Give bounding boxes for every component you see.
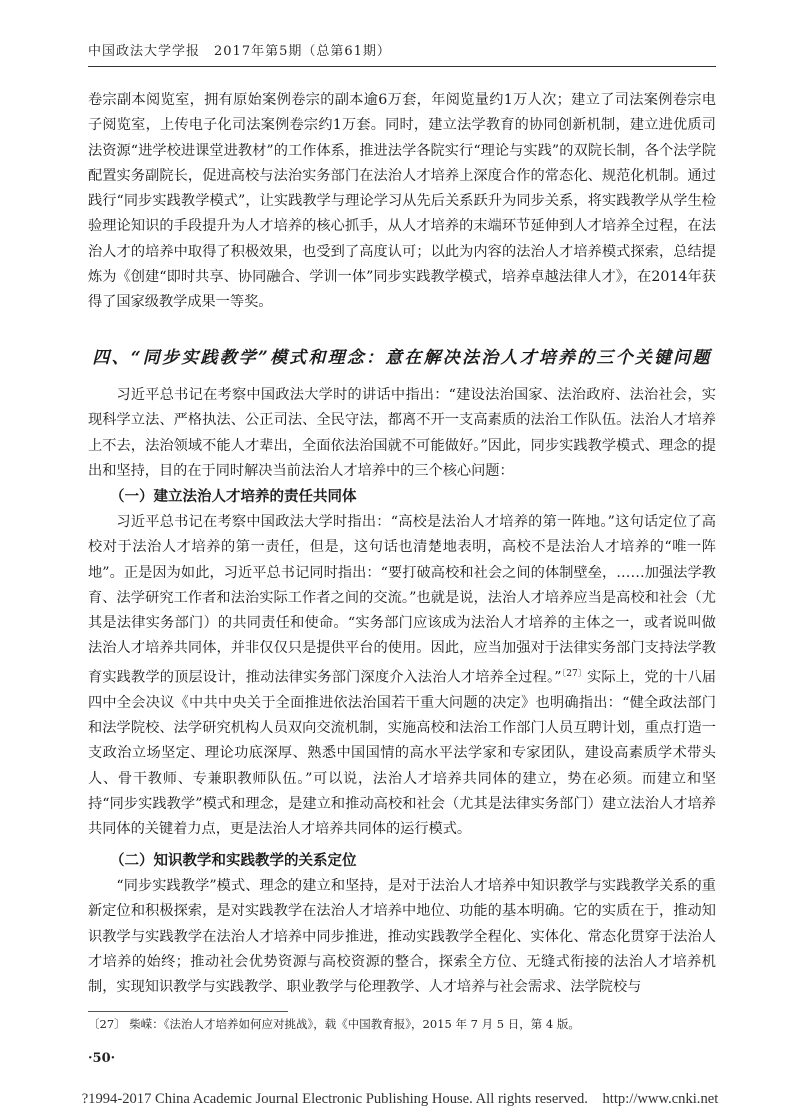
body-paragraph-4: “同步实践教学”模式、理念的建立和坚持，是对于法治人才培养中知识教学与实践教学关系的重新定位和积极探索，是对实践教学在法治人才培养中地位、功能的基本明确。它的实质在于，推动知识教学与实践教学在法治人才培养中同步推进，推动实践教学全程化、实体化、常态化贯穿于法治人才培养的始终；推动社会优势资源与高校资源的整合，探索全方位、无缝式衔接的法治人才培养机制，实现知识教学与实践教学、职业教学与伦理教学、人才培养与社会需求、法学院校与 xyxy=(88,878,716,996)
footnote-divider xyxy=(88,1011,288,1012)
footnote: 〔27〕 柴嵘：《法治人才培养如何应对挑战》，载《中国教育报》，2015 年 7 月 5 日，第 4 版。 xyxy=(88,1017,580,1031)
paragraph-3-text-b: 实际上，党的十八届四中全会决议《中共中央关于全面推进依法治国若干重大问题的决定》也明确指出：“健全政法部门和法学院校、法学研究机构人员双向交流机制，实施高校和法治工作部门人员互聘计划，重点打造一支政治立场坚定、理论功底深厚、熟悉中国国情的高水平法学家和专家团队，建设高素质学术带头人、骨干教师、专兼职教师队伍。”可以说，法治人才培养共同体的建立，势在必须。而建立和坚持“同步实践教学”模式和理念，是建立和推动高校和社会（尤其是法律实务部门）建立法治人才培养共同体的关键着力点，更是法治人才培养共同体的运行模式。 xyxy=(88,669,716,838)
header-divider xyxy=(88,66,716,67)
body-paragraph-3 xyxy=(88,510,716,843)
section-heading: 四、“同步实践教学”模式和理念：意在解决法治人才培养的三个关键问题 xyxy=(92,348,712,368)
body-paragraph-1: 卷宗副本阅览室，拥有原始案例卷宗的副本逾6万套，年阅览量约1万人次；建立了司法案例卷宗电子阅览室，上传电子化司法案例卷宗约1万套。同时，建立法学教育的协同创新机制，建立进优质司法资源“进学校进课堂进教材”的工作体系，推进法学各院实行“理论与实践”的双院长制，各个法学院配置实务副院长，促进高校与法治实务部门在法治人才培养上深度合作的常态化、规范化机制。通过践行“同步实践教学模式”，让实践教学与理论学习从先后关系跃升为同步关系，将实践教学从学生检验理论知识的手段提升为人才培养的核心抓手，从人才培养的末端环节延伸到人才培养全过程，在法治人才的培养中取得了积极效果，也受到了高度认可；以此为内容的法治人才培养模式探索，总结提炼为《创建“即时共享、协同融合、学训一体”同步实践教学模式，培养卓越法律人才》，在2014年获得了国家级教学成果一等奖。 xyxy=(88,92,716,311)
running-header: 中国政法大学学报 2017年第5期（总第61期） xyxy=(88,44,391,59)
copyright-line: ?1994-2017 China Academic Journal Electronic Publishing House. All rights reserved. http://www.cnki.net xyxy=(81,1091,719,1107)
subsection-heading-1: （一）建立法治人才培养的责任共同体 xyxy=(110,489,357,505)
page-number: ·50· xyxy=(88,1051,116,1066)
paragraph-3-text-a: 习近平总书记在考察中国政法大学时指出：“高校是法治人才培养的第一阵地。”这句话定位了高校对于法治人才培养的第一责任，但是，这句话也清楚地表明，高校不是法治人才培养的“唯一阵地”。正是因为如此，习近平总书记同时指出：“要打破高校和社会之间的体制壁垒，……加强法学教育、法学研究工作者和法治实际工作者之间的交流。”也就是说，法治人才培养应当是高校和社会（尤其是法律实务部门）的共同责任和使命。“实务部门应该成为法治人才培养的主体之一，或者说叫做法治人才培养共同体，并非仅仅只是提供平台的使用。因此，应当加强对于法律实务部门支持法学教育实践教学的顶层设计，推动法律实务部门深度介入法治人才培养全过程。” xyxy=(88,514,716,686)
body-paragraph-2: 习近平总书记在考察中国政法大学时的讲话中指出：“建设法治国家、法治政府、法治社会，实现科学立法、严格执法、公正司法、全民守法，都离不开一支高素质的法治工作队伍。法治人才培养上不去，法治领域不能人才辈出，全面依法治国就不可能做好。”因此，同步实践教学模式、理念的提出和坚持，目的在于同时解决当前法治人才培养中的三个核心问题： xyxy=(88,387,716,479)
footnote-reference: 〔27〕 xyxy=(561,668,588,679)
subsection-heading-2: （二）知识教学和实践教学的关系定位 xyxy=(110,853,357,869)
